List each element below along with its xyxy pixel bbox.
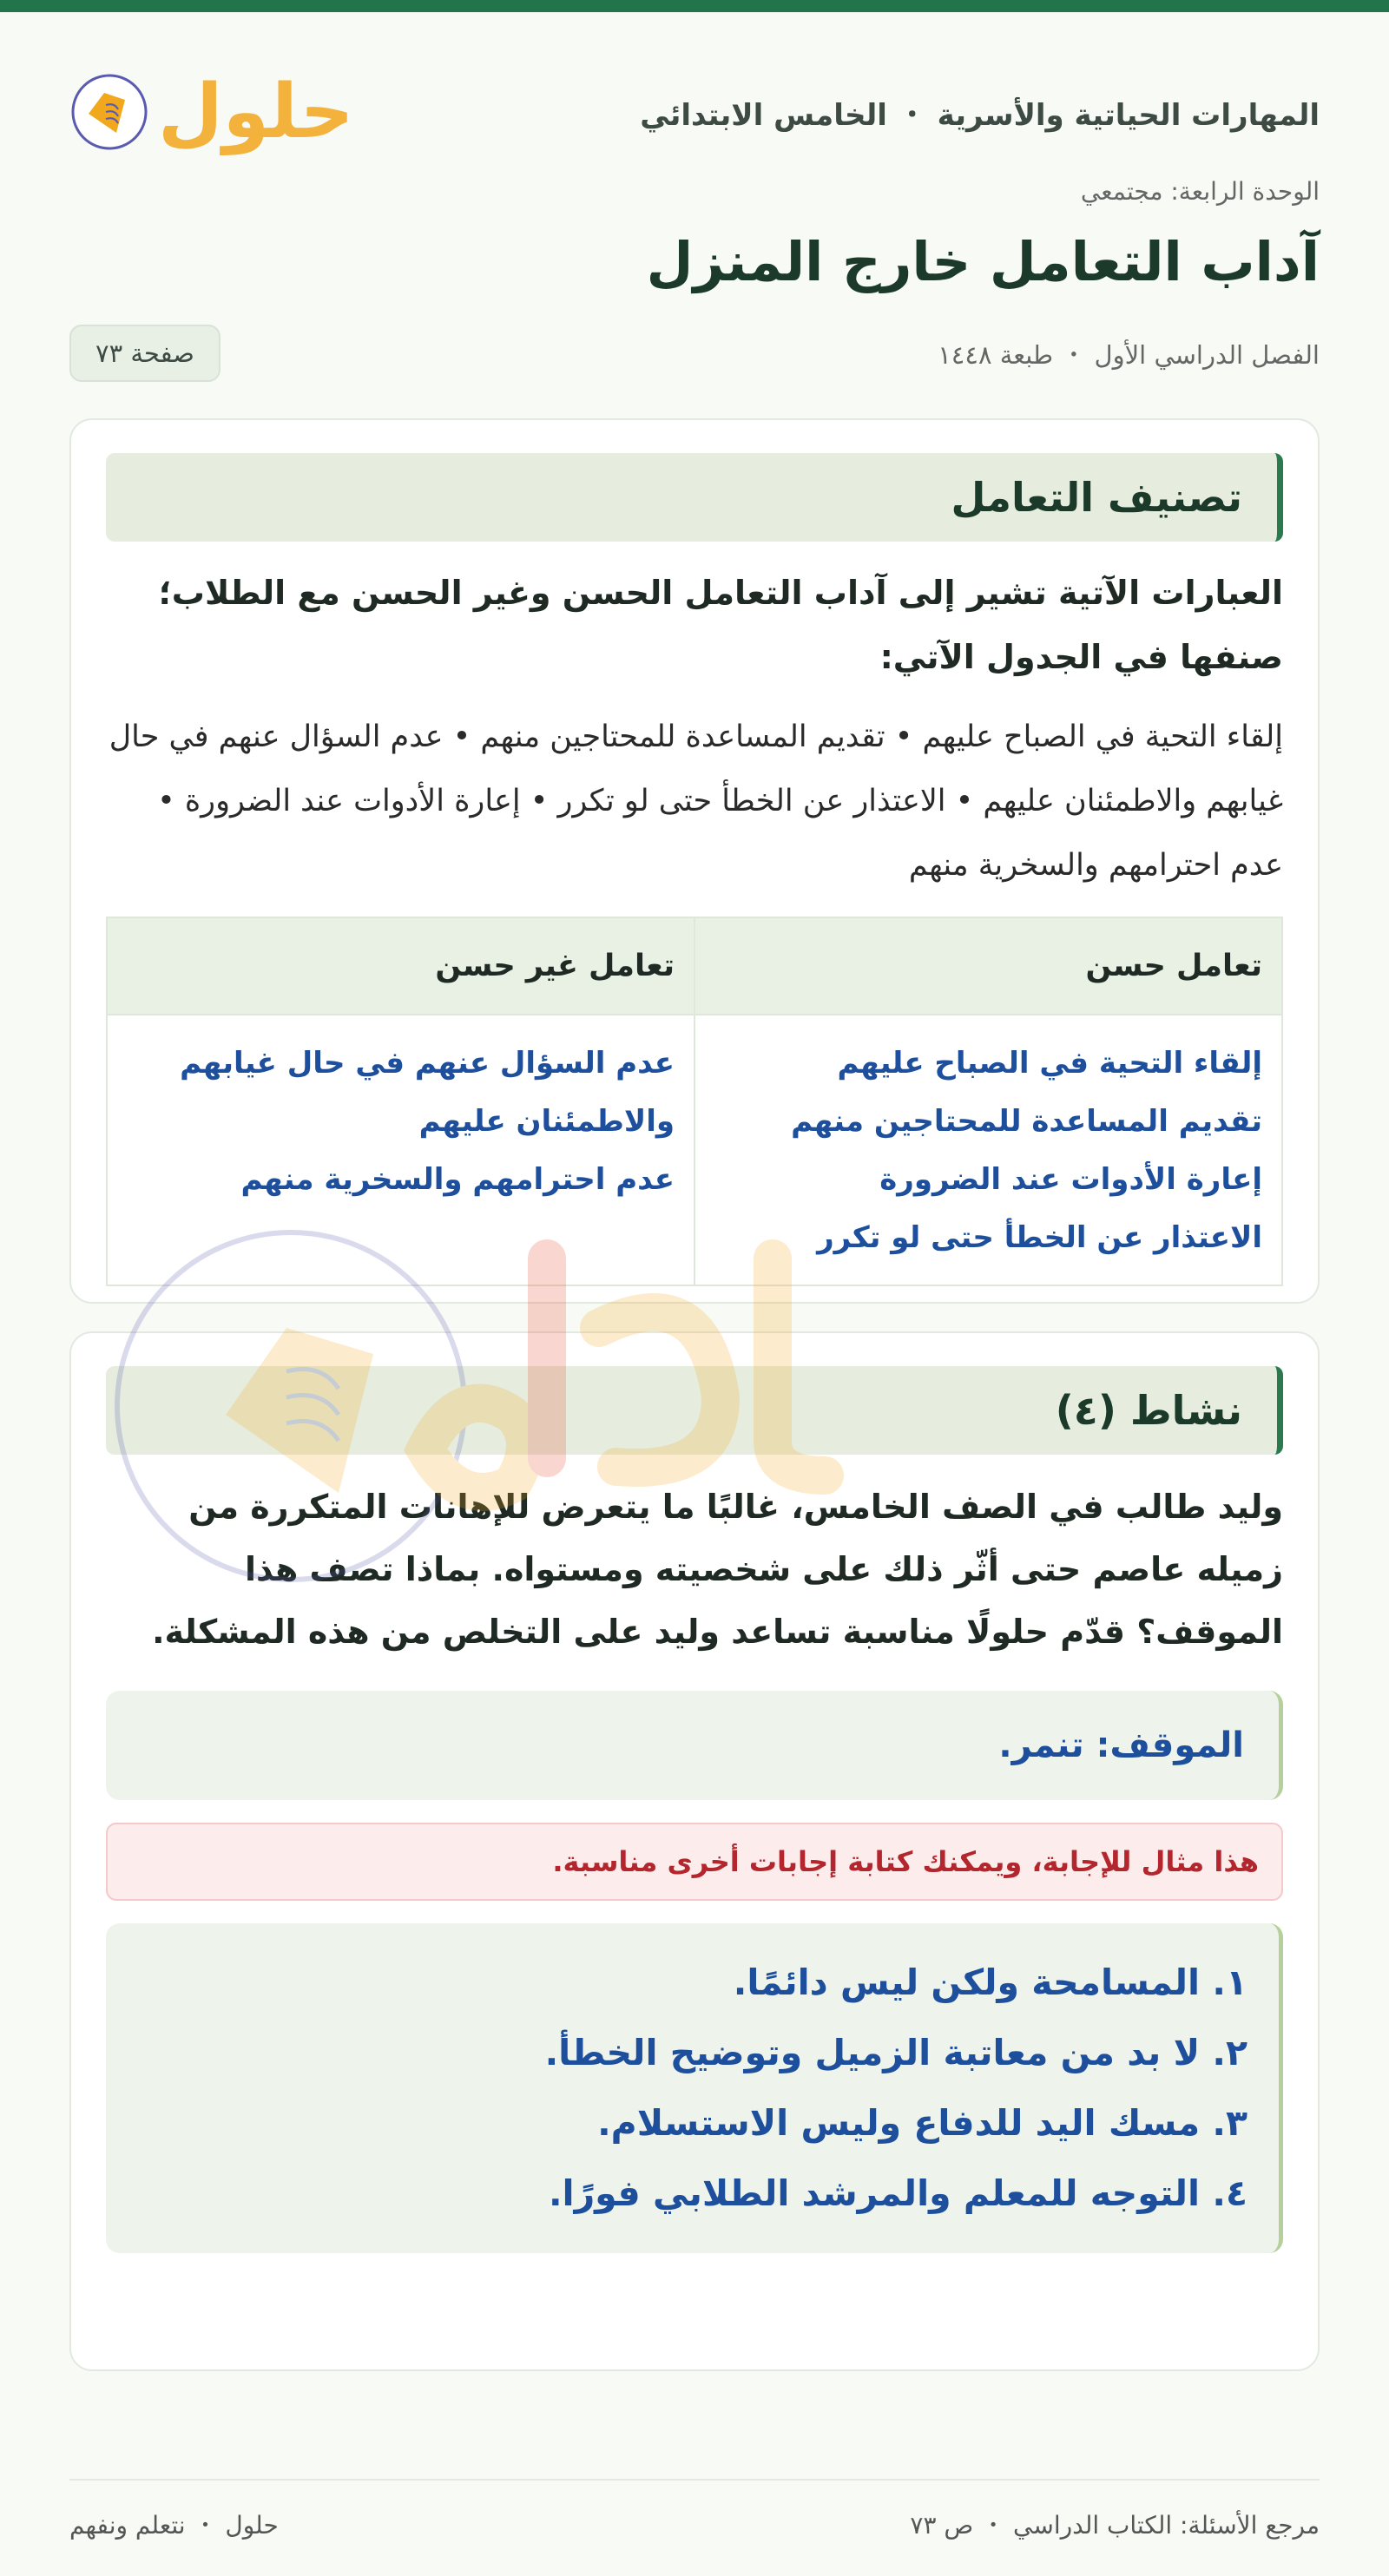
- activity-heading: نشاط (٤): [106, 1366, 1283, 1455]
- good-answers-cell: [695, 1015, 1281, 1285]
- term-label: الفصل الدراسي الأول ・ طبعة ١٤٤٨: [938, 339, 1320, 370]
- solution-item: ٣. مسك اليد للدفاع وليس الاستسلام.: [597, 2102, 1247, 2144]
- good-answer: تقديم المساعدة للمحتاجين منهم: [791, 1104, 1262, 1139]
- activity-card: [69, 1331, 1320, 2371]
- situation-answer: الموقف: تنمر.: [106, 1691, 1283, 1800]
- solution-item: ١. المسامحة ولكن ليس دائمًا.: [733, 1962, 1247, 2003]
- bad-answer: عدم السؤال عنهم في حال غيابهم: [180, 1046, 675, 1081]
- footer-reference: مرجع الأسئلة: الكتاب الدراسي ・ ص ٧٣: [910, 2511, 1320, 2540]
- classification-table: [106, 917, 1283, 1286]
- bad-answer: عدم احترامهم والسخرية منهم: [240, 1162, 675, 1197]
- table-header-row: [108, 918, 1281, 1015]
- logo-text: حلول: [158, 69, 354, 155]
- good-column-header: تعامل حسن: [1085, 949, 1262, 983]
- bad-column-header: تعامل غير حسن: [108, 918, 695, 1014]
- lesson-title: آداب التعامل خارج المنزل: [646, 230, 1320, 293]
- subject-title: المهارات الحياتية والأسرية ・ الخامس الابتدائي: [640, 97, 1320, 133]
- classification-card: [69, 418, 1320, 1304]
- answer-note: هذا مثال للإجابة، ويمكنك كتابة إجابات أخرى مناسبة.: [106, 1823, 1283, 1901]
- page-footer: [69, 2479, 1320, 2541]
- good-answer: إلقاء التحية في الصباح عليهم: [837, 1046, 1262, 1081]
- good-answer: الاعتذار عن الخطأ حتى لو تكرر: [817, 1220, 1262, 1255]
- brand-logo[interactable]: [69, 69, 354, 155]
- solution-item: ٤. التوجه للمعلم والمرشد الطلابي فورًا.: [548, 2172, 1247, 2214]
- good-answer: إعارة الأدوات عند الضرورة: [879, 1162, 1262, 1197]
- unit-label: الوحدة الرابعة: مجتمعي: [1080, 177, 1320, 206]
- lesson-intro: [69, 177, 1320, 382]
- solutions-list: [106, 1923, 1283, 2253]
- footer-brand: حلول ・ نتعلم ونفهم: [69, 2511, 279, 2540]
- solution-item: ٢. لا بد من معاتبة الزميل وتوضيح الخطأ.: [544, 2032, 1247, 2073]
- table-body-row: [108, 1015, 1281, 1285]
- bad-answers-cell: [108, 1015, 695, 1285]
- classification-heading: تصنيف التعامل: [106, 453, 1283, 542]
- book-icon: [69, 72, 149, 152]
- page-number-badge: صفحة ٧٣: [69, 325, 221, 382]
- top-accent-bar: [0, 0, 1389, 12]
- classification-phrases: إلقاء التحية في الصباح عليهم • تقديم المساعدة للمحتاجين منهم • عدم السؤال عنهم في حال غيابهم والاطمئنان عليهم • الاعتذار عن الخطأ حتى لو تكرر • إعارة الأدوات عند الضرورة • عدم احترامهم والسخرية منهم: [109, 720, 1283, 883]
- meta-row: [69, 325, 1320, 382]
- activity-question: وليد طالب في الصف الخامس، غالبًا ما يتعرض للإهانات المتكررة من زميله عاصم حتى أثّر ذلك على شخصيته ومستواه. بماذا تصف هذا الموقف؟ قدّم حلولًا مناسبة تساعد وليد على التخلص من هذه المشكلة.: [152, 1488, 1283, 1651]
- bad-answer: والاطمئنان عليهم: [418, 1104, 675, 1139]
- classification-question: العبارات الآتية تشير إلى آداب التعامل الحسن وغير الحسن مع الطلاب؛ صنفها في الجدول الآتي:: [158, 574, 1283, 676]
